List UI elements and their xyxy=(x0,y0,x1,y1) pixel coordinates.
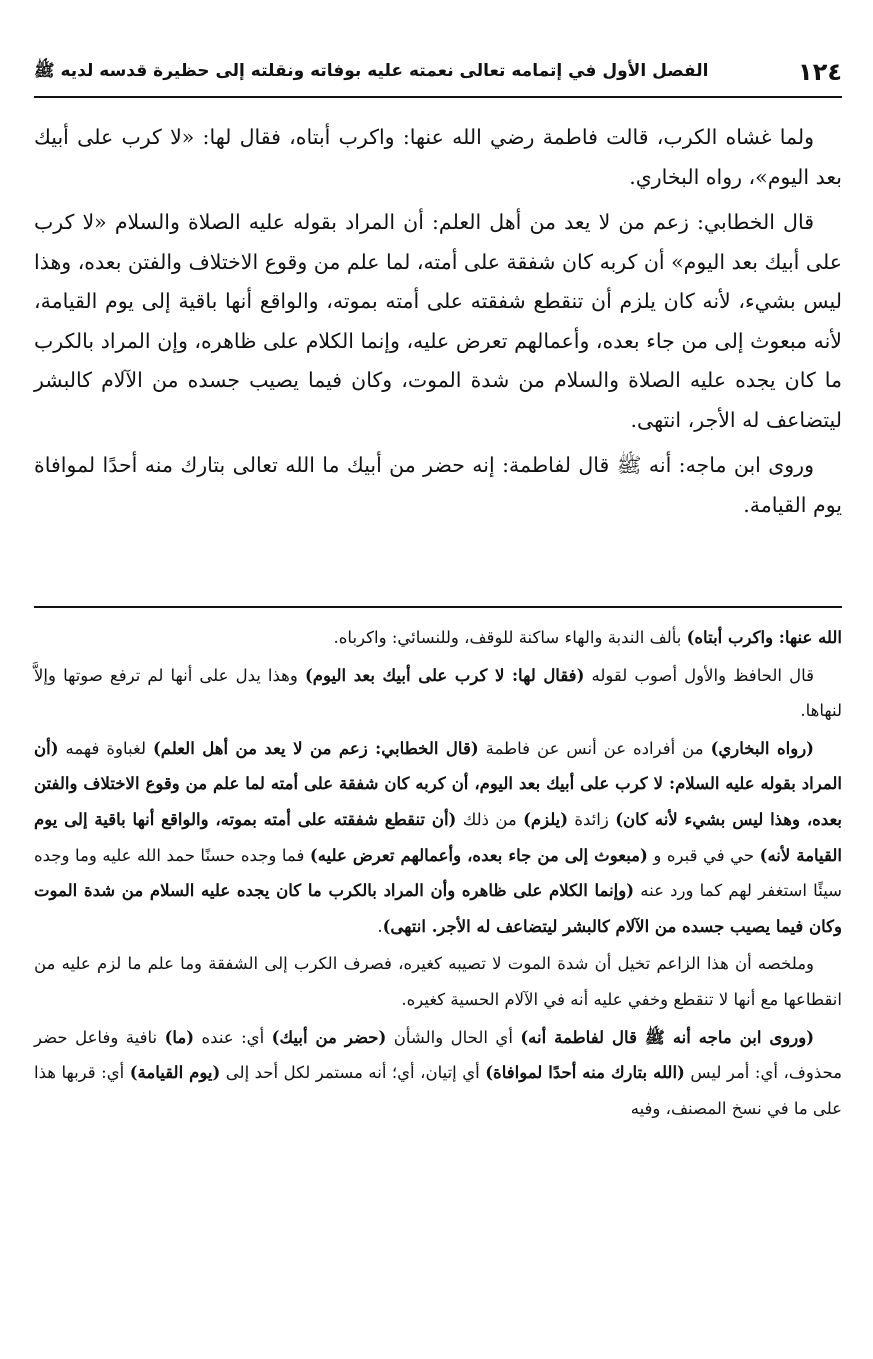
commentary-bold: (فقال لها: لا كرب على أبيك بعد اليوم) xyxy=(304,665,585,685)
commentary-text xyxy=(34,620,842,1126)
page-number: ١٢٤ xyxy=(798,58,842,86)
commentary-text-span: أي: قربها هذا على ما في نسخ المصنف، وفيه xyxy=(34,1063,842,1118)
commentary-bold: (قال الخطابي: زعم من لا يعد من أهل العلم) xyxy=(152,738,479,758)
book-page xyxy=(34,0,842,1359)
commentary-text-span: لغباوة فهمه xyxy=(58,738,153,758)
commentary-text-span: . xyxy=(377,916,383,936)
commentary-bold: (مبعوث إلى من جاء بعده، وأعمالهم تعرض عليه) xyxy=(309,845,648,865)
commentary-text-span: زائدة xyxy=(568,809,616,829)
commentary-text-span: أي: عنده xyxy=(194,1027,272,1047)
commentary-text-span: قال الحافظ والأول أصوب لقوله xyxy=(584,665,814,685)
main-paragraph: ولما غشاه الكرب، قالت فاطمة رضي الله عنها: واكرب أبتاه، فقال لها: «لا كرب على أبيك بعد اليوم»، رواه البخاري. xyxy=(34,125,842,189)
commentary-paragraph: وملخصه أن هذا الزاعم تخيل أن شدة الموت لا تصيبه كغيره، فصرف الكرب إلى الشفقة وما علم ما لزم عليه من انقطاعها مع أنها لا تنقطع وخفي عليه أنه في الآلام الحسية كغيره. xyxy=(34,954,842,1009)
commentary-paragraph xyxy=(34,658,842,729)
main-paragraph: وروى ابن ماجه: أنه ﷺ قال لفاطمة: إنه حضر من أبيك ما الله تعالى بتارك منه أحدًا لموافاة يوم القيامة. xyxy=(34,453,842,517)
commentary-bold: (ما) xyxy=(164,1027,195,1047)
commentary-bold: (يلزم) xyxy=(523,809,569,829)
main-paragraph: قال الخطابي: زعم من لا يعد من أهل العلم: أن المراد بقوله عليه الصلاة والسلام «لا كرب على أبيك بعد اليوم» أن كربه كان شفقة على أمته، لما علم من وقوع الاختلاف والفتن بعده، وهذا ليس بشيء، لأنه كان يلزم أن تنقطع شفقته على أمته بموته، والواقع أنها باقية إلى يوم القيامة، لأنه مبعوث إلى من جاء بعده، وأعمالهم تعرض عليه، وإنما الكلام على ظاهره، وإن المراد بالكرب ما كان يجده عليه الصلاة والسلام من شدة الموت، وكان فيما يصيب جسده من الآلام كالبشر ليتضاعف له الأجر، انتهى. xyxy=(34,210,842,432)
commentary-text-span: بألف الندبة والهاء ساكنة للوقف، وللنسائي: واكرباه. xyxy=(333,628,687,647)
commentary-text-span: من ذلك xyxy=(456,809,524,829)
commentary-text-span: فما وجده حسنًا حمد الله عليه وما وجده سيئًا استغفر لهم كما ورد عنه xyxy=(34,845,842,901)
commentary-text-span: نافية وفاعل حضر محذوف، أي: أمر ليس xyxy=(34,1027,842,1083)
main-text xyxy=(34,118,842,525)
commentary-text-span: أي الحال والشأن xyxy=(386,1027,521,1047)
footnote-rule xyxy=(34,606,842,608)
commentary-text-span: وهذا يدل على أنها لم ترفع صوتها وإلاَّ لنهاها. xyxy=(34,665,842,721)
commentary-bold: (رواه البخاري) xyxy=(710,738,814,758)
commentary-paragraph xyxy=(34,731,842,945)
commentary-bold: (يوم القيامة) xyxy=(129,1063,221,1083)
commentary-bold: الله عنها: واكرب أبتاه) xyxy=(686,628,842,647)
commentary-paragraph xyxy=(34,1020,842,1127)
commentary-bold: (وروى ابن ماجه أنه ﷺ قال لفاطمة أنه) xyxy=(520,1027,815,1047)
commentary-text-span: حي في قبره و xyxy=(647,845,760,865)
commentary-bold: (الله بتارك منه أحدًا لموافاة) xyxy=(485,1063,685,1083)
page-header xyxy=(34,52,842,92)
commentary-bold: (حضر من أبيك) xyxy=(271,1027,387,1047)
header-rule xyxy=(34,96,842,98)
commentary-paragraph xyxy=(34,620,842,656)
commentary-bold: (وإنما الكلام على ظاهره وأن المراد بالكرب ما كان يجده عليه السلام من شدة الموت وكان فيما يصيب جسده من الآلام كالبشر ليتضاعف له الأجر. انتهى) xyxy=(34,881,842,936)
chapter-title: الفصل الأول في إتمامه تعالى نعمته عليه بوفاته ونقلته إلى حظيرة قدسه لديه ﷺ xyxy=(34,60,709,81)
commentary-text-span: أي إتيان، أي؛ أنه مستمر لكل أحد إلى xyxy=(220,1063,486,1083)
commentary-bold: (أن تنقطع شفقته على أمته بموته، والواقع أنها باقية إلى يوم القيامة لأنه) xyxy=(34,809,842,865)
commentary-text-span: من أفراده عن أنس عن فاطمة xyxy=(478,738,711,758)
commentary-bold: (أن المراد بقوله عليه السلام: لا كرب على أبيك بعد اليوم، أن كربه كان شفقة على أمته لما علم من وقوع الاختلاف والفتن بعده، وهذا ليس بشيء لأنه كان) xyxy=(34,738,843,829)
